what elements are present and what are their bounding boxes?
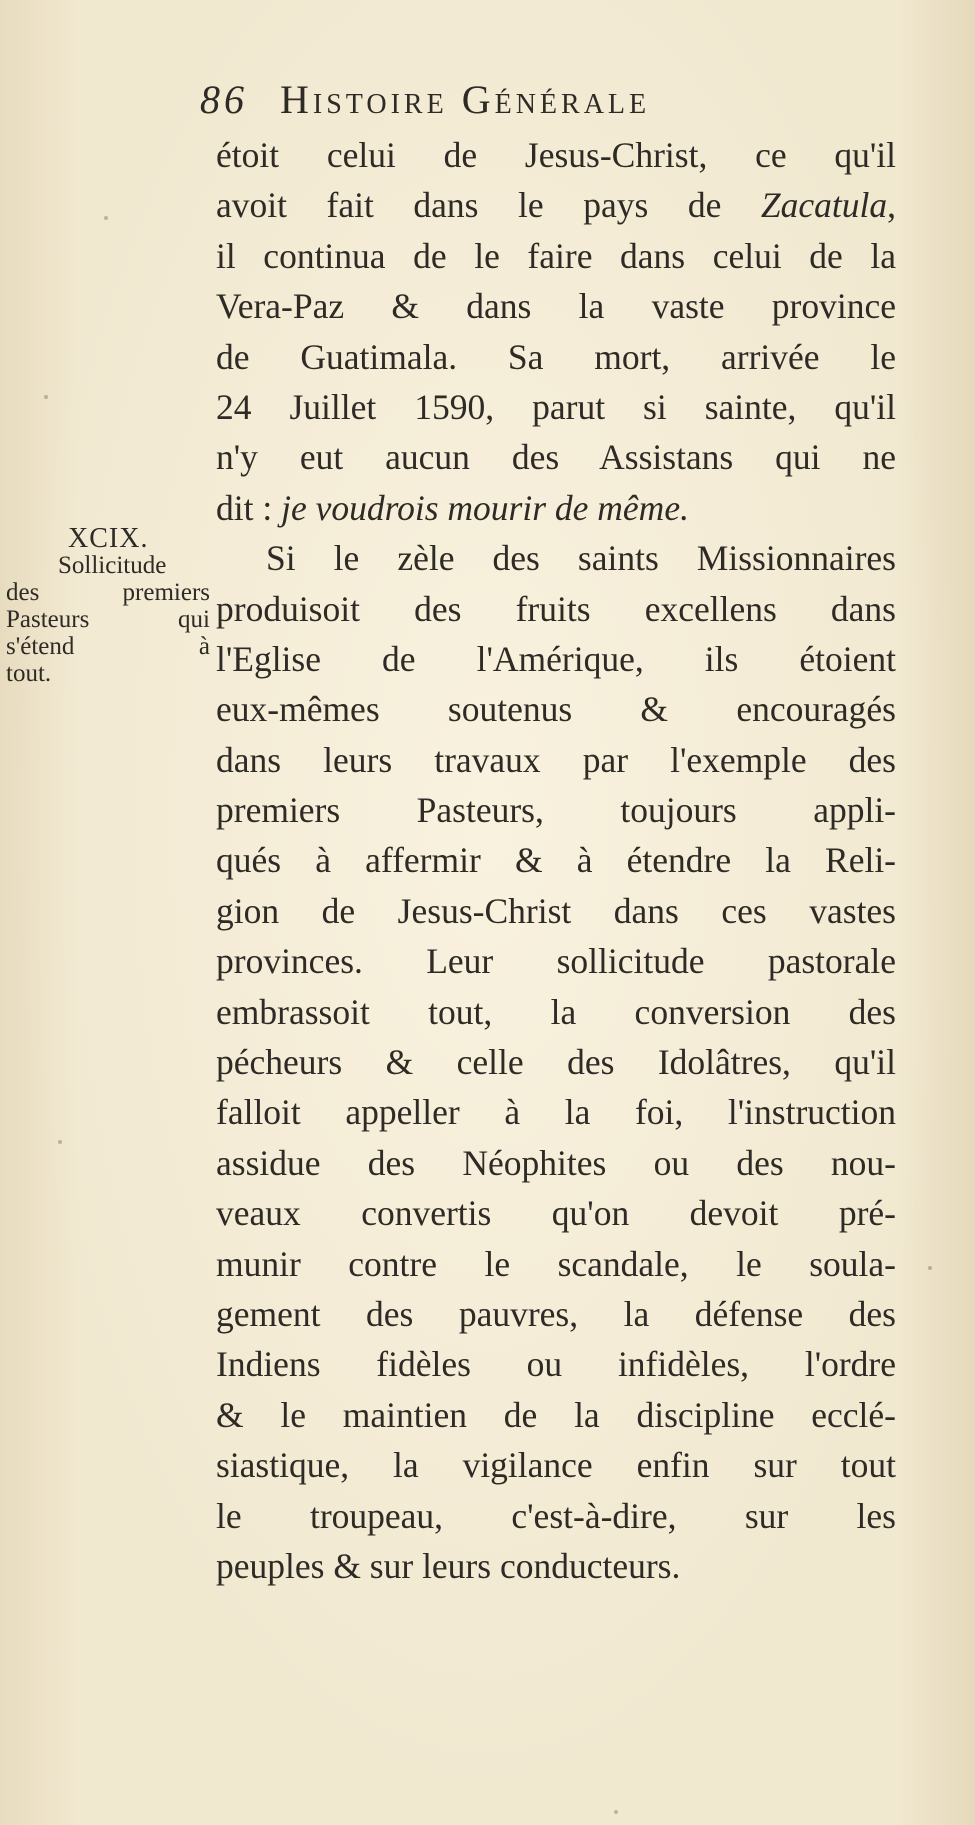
text-line: il continua de le faire dans celui de la [216,235,896,276]
text-line: Vera-Paz & dans la vaste province [216,286,896,327]
text-line: siastique, la vigilance enfin sur tout [216,1445,896,1486]
page-number: 86 [200,77,248,122]
text-line: provinces. Leur sollicitude pastorale [216,941,896,982]
paper-speck [614,1810,618,1814]
text-line: embrassoit tout, la conversion des [216,991,896,1032]
text-line: l'Eglise de l'Amérique, ils étoient [216,638,896,679]
margin-note-line: des premiers [6,579,210,606]
text-line: dans leurs travaux par l'exemple des [216,739,896,780]
text-line: peuples & sur leurs conducteurs. [216,1545,681,1586]
text-line: eux-mêmes soutenus & encouragés [216,689,896,730]
text-line: premiers Pasteurs, toujours appli- [216,790,896,831]
margin-note-line: Pasteurs qui [6,606,210,633]
body-text [216,130,896,1591]
margin-note [6,525,210,687]
margin-note-line: Sollicitude [58,552,167,579]
place-name-italic: Zacatula [760,185,888,226]
running-header [200,70,840,130]
text-line: le troupeau, c'est-à-dire, sur les [216,1495,896,1536]
text-line: produisoit des fruits excellens dans [216,588,896,629]
running-title: Histoire Générale [280,77,651,122]
text-line: gement des pauvres, la défense des [216,1293,896,1334]
text-line: & le maintien de la discipline ecclé- [216,1394,896,1435]
text-line: avoit fait dans le pays de Zacatula, [216,185,896,226]
paper-speck [104,216,108,220]
text-line: Si le zèle des saints Missionnaires [266,538,896,579]
text-line: munir contre le scandale, le soula- [216,1243,896,1284]
margin-note-line: tout. [6,660,52,687]
text-line: gion de Jesus-Christ dans ces vastes [216,890,896,931]
text-line: 24 Juillet 1590, parut si sainte, qu'il [216,386,896,427]
text-line: n'y eut aucun des Assistans qui ne [216,437,896,478]
text-line: étoit celui de Jesus-Christ, ce qu'il [216,135,896,175]
text-line: dit : je voudrois mourir de même. [216,487,689,528]
margin-note-number: XCIX. [68,523,149,554]
text-line: pécheurs & celle des Idolâtres, qu'il [216,1042,896,1083]
margin-note-line: s'étend à [6,633,210,660]
text-line: qués à affermir & à étendre la Reli- [216,840,896,881]
paper-speck [44,395,48,399]
paper-speck [58,1140,62,1144]
text-line: veaux convertis qu'on devoit pré- [216,1193,896,1234]
text-line: de Guatimala. Sa mort, arrivée le [216,336,896,377]
quote-italic: je voudrois mourir de même. [281,487,689,528]
text-line: assidue des Néophites ou des nou- [216,1142,896,1183]
text-line: falloit appeller à la foi, l'instruction [216,1092,896,1133]
text-line: Indiens fidèles ou infidèles, l'ordre [216,1344,896,1385]
paper-speck [928,1266,932,1270]
